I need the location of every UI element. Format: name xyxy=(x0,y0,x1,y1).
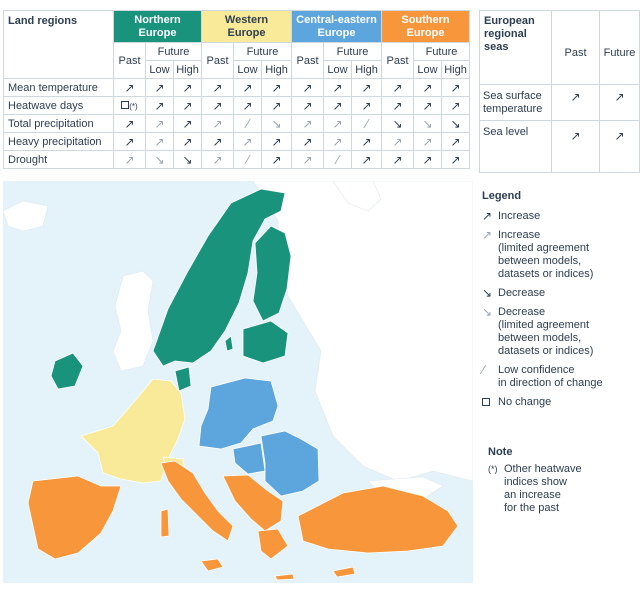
increase-arrow-icon: ↗ xyxy=(154,80,165,95)
table-cell xyxy=(146,79,174,97)
increase-arrow-icon: ↗ xyxy=(422,134,433,149)
table-cell xyxy=(414,97,442,115)
increase-arrow-icon: ↗ xyxy=(212,152,223,167)
table-cell xyxy=(202,151,234,169)
legend-item xyxy=(482,306,640,358)
region-header-southern: Southern Europe xyxy=(382,11,470,43)
note-title: Note xyxy=(488,446,513,458)
sea-past-header: Past xyxy=(552,11,600,85)
table-cell xyxy=(324,79,352,97)
increase-arrow-icon: ↗ xyxy=(450,134,461,149)
legend-text: Decrease (limited agreement between models, datasets or indices) xyxy=(498,306,594,357)
table-cell xyxy=(292,151,324,169)
past-header: Past xyxy=(202,43,234,79)
increase-arrow-icon: ↗ xyxy=(332,98,343,113)
legend-symbol xyxy=(482,210,498,223)
past-header: Past xyxy=(382,43,414,79)
high-header: High xyxy=(262,61,292,79)
legend-item xyxy=(482,287,640,300)
increase-arrow-icon: ↗ xyxy=(570,90,581,104)
europe-map xyxy=(3,181,473,583)
legend-symbol xyxy=(482,229,498,281)
increase-arrow-icon: ↗ xyxy=(392,152,403,167)
sea-table xyxy=(479,10,640,173)
table-row xyxy=(4,115,470,133)
table-cell xyxy=(292,97,324,115)
table-cell xyxy=(442,133,470,151)
low-confidence-icon: ⁄ xyxy=(246,152,249,167)
decrease-arrow-icon: ↘ xyxy=(392,116,403,131)
future-header: Future xyxy=(146,43,202,61)
no-change-icon xyxy=(482,398,490,406)
increase-arrow-icon: ↗ xyxy=(450,80,461,95)
decrease-arrow-icon: ↘ xyxy=(482,286,493,300)
land-regions-table xyxy=(3,10,470,169)
table-cell xyxy=(262,97,292,115)
increase-arrow-icon: ↗ xyxy=(302,116,313,131)
table-cell xyxy=(202,115,234,133)
increase-arrow-icon: ↗ xyxy=(392,80,403,95)
increase-arrow-icon: ↗ xyxy=(154,116,165,131)
table-cell xyxy=(382,133,414,151)
sea-cell xyxy=(600,121,640,173)
legend-symbol xyxy=(482,364,498,390)
legend-text: Increase xyxy=(498,210,541,222)
increase-arrow-icon: ↗ xyxy=(212,116,223,131)
increase-arrow-icon: ↗ xyxy=(302,134,313,149)
table-cell xyxy=(352,133,382,151)
low-confidence-icon: ⁄ xyxy=(482,363,485,377)
table-cell xyxy=(324,151,352,169)
table-cell xyxy=(324,133,352,151)
increase-arrow-icon: ↗ xyxy=(271,134,282,149)
table-cell xyxy=(234,97,262,115)
past-header: Past xyxy=(292,43,324,79)
future-header: Future xyxy=(414,43,470,61)
increase-arrow-icon: ↗ xyxy=(182,116,193,131)
table-cell xyxy=(292,133,324,151)
decrease-arrow-icon: ↘ xyxy=(154,152,165,167)
table-cell xyxy=(234,79,262,97)
row-label: Mean temperature xyxy=(4,79,114,97)
table-cell xyxy=(414,79,442,97)
table-cell xyxy=(202,133,234,151)
increase-arrow-icon: ↗ xyxy=(212,80,223,95)
table-cell xyxy=(146,133,174,151)
region-header-northern: Northern Europe xyxy=(114,11,202,43)
increase-arrow-icon: ↗ xyxy=(212,98,223,113)
table-cell xyxy=(262,79,292,97)
table-row xyxy=(4,79,470,97)
increase-arrow-icon: ↗ xyxy=(182,80,193,95)
sea-future-header: Future xyxy=(600,11,640,85)
legend-item xyxy=(482,364,640,390)
increase-arrow-icon: ↗ xyxy=(332,80,343,95)
sea-row-label: Sea level xyxy=(480,121,552,173)
low-header: Low xyxy=(146,61,174,79)
table-row xyxy=(4,151,470,169)
table-cell xyxy=(324,97,352,115)
sea-cell xyxy=(600,85,640,121)
land-regions-header: Land regions xyxy=(4,11,114,79)
region-header-central-eastern: Central-eastern Europe xyxy=(292,11,382,43)
past-header: Past xyxy=(114,43,146,79)
table-cell xyxy=(414,151,442,169)
increase-arrow-icon: ↗ xyxy=(482,228,493,242)
table-cell xyxy=(292,79,324,97)
table-cell xyxy=(114,97,146,115)
increase-arrow-icon: ↗ xyxy=(332,116,343,131)
heatwave-footnote: (*) xyxy=(129,102,138,111)
table-cell xyxy=(442,151,470,169)
future-header: Future xyxy=(234,43,292,61)
increase-arrow-icon: ↗ xyxy=(422,80,433,95)
high-header: High xyxy=(352,61,382,79)
high-header: High xyxy=(442,61,470,79)
future-header: Future xyxy=(324,43,382,61)
table-cell xyxy=(174,151,202,169)
low-header: Low xyxy=(234,61,262,79)
increase-arrow-icon: ↗ xyxy=(302,80,313,95)
table-cell xyxy=(352,151,382,169)
increase-arrow-icon: ↗ xyxy=(570,129,581,143)
legend-item xyxy=(482,229,640,281)
increase-arrow-icon: ↗ xyxy=(271,80,282,95)
decrease-arrow-icon: ↘ xyxy=(271,116,282,131)
table-cell xyxy=(234,115,262,133)
table-cell xyxy=(174,97,202,115)
increase-arrow-icon: ↗ xyxy=(361,80,372,95)
table-cell xyxy=(382,79,414,97)
increase-arrow-icon: ↗ xyxy=(271,98,282,113)
increase-arrow-icon: ↗ xyxy=(450,98,461,113)
decrease-arrow-icon: ↘ xyxy=(450,116,461,131)
table-cell xyxy=(234,133,262,151)
decrease-arrow-icon: ↘ xyxy=(182,152,193,167)
increase-arrow-icon: ↗ xyxy=(361,152,372,167)
legend-text: No change xyxy=(498,396,552,408)
table-cell xyxy=(114,133,146,151)
table-cell xyxy=(202,97,234,115)
table-cell xyxy=(146,151,174,169)
table-cell xyxy=(114,151,146,169)
low-header: Low xyxy=(324,61,352,79)
table-cell xyxy=(442,115,470,133)
table-cell xyxy=(442,97,470,115)
sea-row-label: Sea surface temperature xyxy=(480,85,552,121)
increase-arrow-icon: ↗ xyxy=(124,152,135,167)
legend-text: Increase (limited agreement between models, datasets or indices) xyxy=(498,229,594,280)
table-cell xyxy=(146,97,174,115)
increase-arrow-icon: ↗ xyxy=(392,98,403,113)
increase-arrow-icon: ↗ xyxy=(392,134,403,149)
increase-arrow-icon: ↗ xyxy=(450,152,461,167)
land-rows xyxy=(4,79,470,169)
increase-arrow-icon: ↗ xyxy=(242,134,253,149)
increase-arrow-icon: ↗ xyxy=(182,134,193,149)
increase-arrow-icon: ↗ xyxy=(422,98,433,113)
increase-arrow-icon: ↗ xyxy=(154,134,165,149)
legend-symbol xyxy=(482,287,498,300)
increase-arrow-icon: ↗ xyxy=(124,80,135,95)
high-header: High xyxy=(174,61,202,79)
table-cell xyxy=(382,97,414,115)
increase-arrow-icon: ↗ xyxy=(212,134,223,149)
table-cell xyxy=(414,133,442,151)
decrease-arrow-icon: ↘ xyxy=(482,305,493,319)
table-cell xyxy=(146,115,174,133)
low-confidence-icon: ⁄ xyxy=(336,152,339,167)
table-cell xyxy=(174,133,202,151)
increase-arrow-icon: ↗ xyxy=(422,152,433,167)
table-cell xyxy=(292,115,324,133)
increase-arrow-icon: ↗ xyxy=(242,80,253,95)
table-cell xyxy=(114,115,146,133)
increase-arrow-icon: ↗ xyxy=(302,98,313,113)
legend-symbol xyxy=(482,396,498,409)
table-cell xyxy=(174,115,202,133)
increase-arrow-icon: ↗ xyxy=(271,152,282,167)
table-cell xyxy=(114,79,146,97)
table-cell xyxy=(262,151,292,169)
decrease-arrow-icon: ↘ xyxy=(422,116,433,131)
table-cell xyxy=(414,115,442,133)
table-cell xyxy=(352,97,382,115)
legend-symbol xyxy=(482,306,498,358)
table-cell xyxy=(442,79,470,97)
sardinia xyxy=(161,509,169,537)
legend xyxy=(482,190,640,415)
note-text: Other heatwave indices show an increase for the past xyxy=(504,463,582,514)
region-header-western: Western Europe xyxy=(202,11,292,43)
row-label: Heatwave days xyxy=(4,97,114,115)
legend-item xyxy=(482,396,640,409)
legend-items xyxy=(482,210,640,409)
sea-table-title: European regional seas xyxy=(480,11,552,85)
increase-arrow-icon: ↗ xyxy=(361,134,372,149)
increase-arrow-icon: ↗ xyxy=(614,129,625,143)
table-cell xyxy=(262,115,292,133)
note xyxy=(488,446,638,515)
legend-text: Decrease xyxy=(498,287,546,299)
legend-title: Legend xyxy=(482,190,522,202)
increase-arrow-icon: ↗ xyxy=(182,98,193,113)
increase-arrow-icon: ↗ xyxy=(242,98,253,113)
increase-arrow-icon: ↗ xyxy=(124,116,135,131)
note-asterisk: (*) xyxy=(488,464,498,474)
table-cell xyxy=(262,133,292,151)
row-label: Heavy precipitation xyxy=(4,133,114,151)
table-cell xyxy=(352,79,382,97)
low-confidence-icon: ⁄ xyxy=(246,116,249,131)
table-cell xyxy=(352,115,382,133)
table-cell xyxy=(202,79,234,97)
increase-arrow-icon: ↗ xyxy=(614,90,625,104)
note-row xyxy=(488,463,638,515)
row-label: Drought xyxy=(4,151,114,169)
sea-cell xyxy=(552,121,600,173)
table-cell xyxy=(382,115,414,133)
table-cell xyxy=(174,79,202,97)
increase-arrow-icon: ↗ xyxy=(124,134,135,149)
increase-arrow-icon: ↗ xyxy=(154,98,165,113)
increase-arrow-icon: ↗ xyxy=(332,134,343,149)
table-row xyxy=(4,97,470,115)
table-cell xyxy=(234,151,262,169)
increase-arrow-icon: ↗ xyxy=(361,98,372,113)
table-row xyxy=(4,133,470,151)
sea-cell xyxy=(552,85,600,121)
low-header: Low xyxy=(414,61,442,79)
legend-text: Low confidence in direction of change xyxy=(498,364,603,389)
low-confidence-icon: ⁄ xyxy=(365,116,368,131)
increase-arrow-icon: ↗ xyxy=(302,152,313,167)
table-cell xyxy=(382,151,414,169)
row-label: Total precipitation xyxy=(4,115,114,133)
legend-item xyxy=(482,210,640,223)
increase-arrow-icon: ↗ xyxy=(482,209,493,223)
table-cell xyxy=(324,115,352,133)
